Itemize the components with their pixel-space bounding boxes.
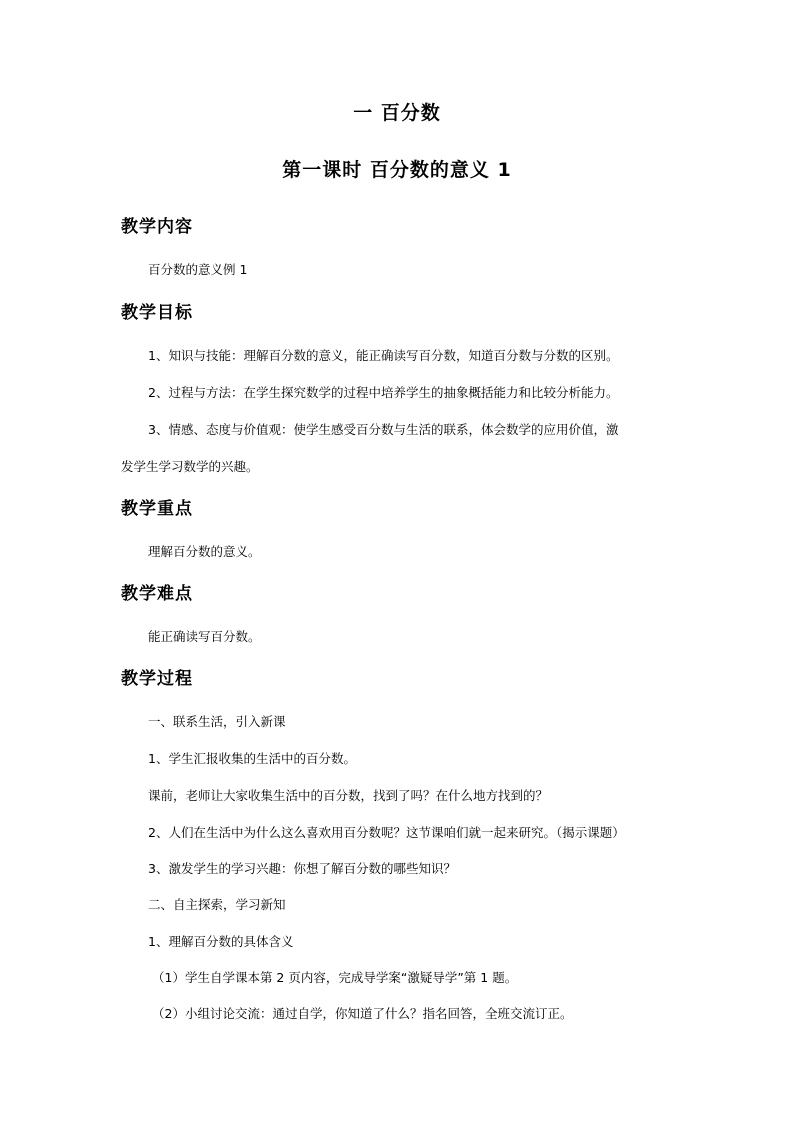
objective-item-3: 3、情感、态度与价值观：使学生感受百分数与生活的联系，体会数学的应用价值，激 (148, 422, 619, 437)
lesson-title: 第一课时 百分数的意义 1 (282, 159, 512, 181)
objective-item-3-continued: 发学生学习数学的兴趣。 (121, 459, 259, 474)
section-heading-content: 教学内容 (121, 217, 193, 237)
process-line-9: （2）小组讨论交流：通过自学，你知道了什么？指名回答，全班交流订正。 (152, 1006, 573, 1021)
section-heading-process: 教学过程 (121, 669, 193, 689)
key-points-text: 理解百分数的意义。 (148, 544, 261, 559)
chapter-title: 一 百分数 (353, 102, 441, 124)
difficulties-text: 能正确读写百分数。 (148, 629, 261, 644)
section-heading-objectives: 教学目标 (121, 303, 193, 323)
objective-item-2: 2、过程与方法：在学生探究数学的过程中培养学生的抽象概括能力和比较分析能力。 (148, 385, 619, 400)
process-line-8: （1）学生自学课本第 2 页内容，完成导学案“激疑导学”第 1 题。 (152, 970, 518, 985)
process-line-5: 3、激发学生的学习兴趣：你想了解百分数的哪些知识？ (148, 861, 456, 876)
section-heading-key-points: 教学重点 (121, 499, 193, 519)
objective-item-1: 1、知识与技能：理解百分数的意义，能正确读写百分数，知道百分数与分数的区别。 (148, 348, 619, 363)
process-line-6: 二、自主探索，学习新知 (148, 897, 286, 912)
process-line-7: 1、理解百分数的具体含义 (148, 934, 294, 949)
section-heading-difficulties: 教学难点 (121, 584, 193, 604)
process-line-3: 课前，老师让大家收集生活中的百分数，找到了吗？在什么地方找到的？ (148, 788, 549, 803)
content-text: 百分数的意义例 1 (148, 262, 248, 277)
process-line-4: 2、人们在生活中为什么这么喜欢用百分数呢？这节课咱们就一起来研究。（揭示课题） (148, 825, 625, 840)
process-line-1: 一、联系生活，引入新课 (148, 714, 286, 729)
process-line-2: 1、学生汇报收集的生活中的百分数。 (148, 751, 356, 766)
